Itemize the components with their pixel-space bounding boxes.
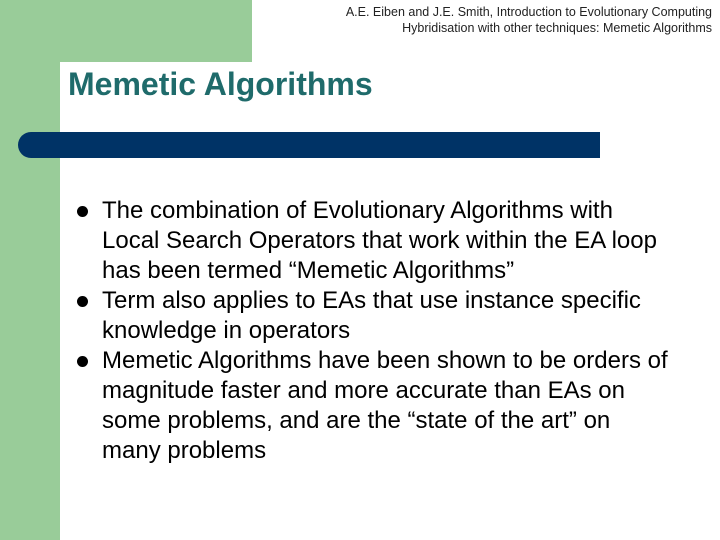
bullet-text: The combination of Evolutionary Algorithms with Local Search Operators that work within the EA loop has been termed “Memetic Algorithms” bbox=[102, 197, 657, 284]
bullet-dot-icon bbox=[77, 356, 88, 367]
bullet-list bbox=[72, 196, 672, 466]
bullet-text: Memetic Algorithms have been shown to be orders of magnitude faster and more accurate than EAs on some problems, and are the “state of the art” on many problems bbox=[102, 347, 668, 464]
title-underline-bar bbox=[18, 132, 600, 158]
slide-title: Memetic Algorithms bbox=[68, 66, 373, 102]
bullet-dot-icon bbox=[77, 296, 88, 307]
bullet-text: Term also applies to EAs that use instance specific knowledge in operators bbox=[102, 287, 641, 344]
bullet-item bbox=[72, 346, 672, 466]
top-decoration-band bbox=[0, 0, 252, 62]
header-citation-line-1: A.E. Eiben and J.E. Smith, Introduction to Evolutionary Computing bbox=[345, 5, 712, 19]
bullet-item bbox=[72, 196, 672, 286]
header-citation bbox=[252, 4, 712, 36]
bullet-dot-icon bbox=[77, 206, 88, 217]
side-decoration-band bbox=[0, 0, 60, 540]
bullet-item bbox=[72, 286, 672, 346]
header-citation-line-2: Hybridisation with other techniques: Memetic Algorithms bbox=[402, 21, 712, 35]
